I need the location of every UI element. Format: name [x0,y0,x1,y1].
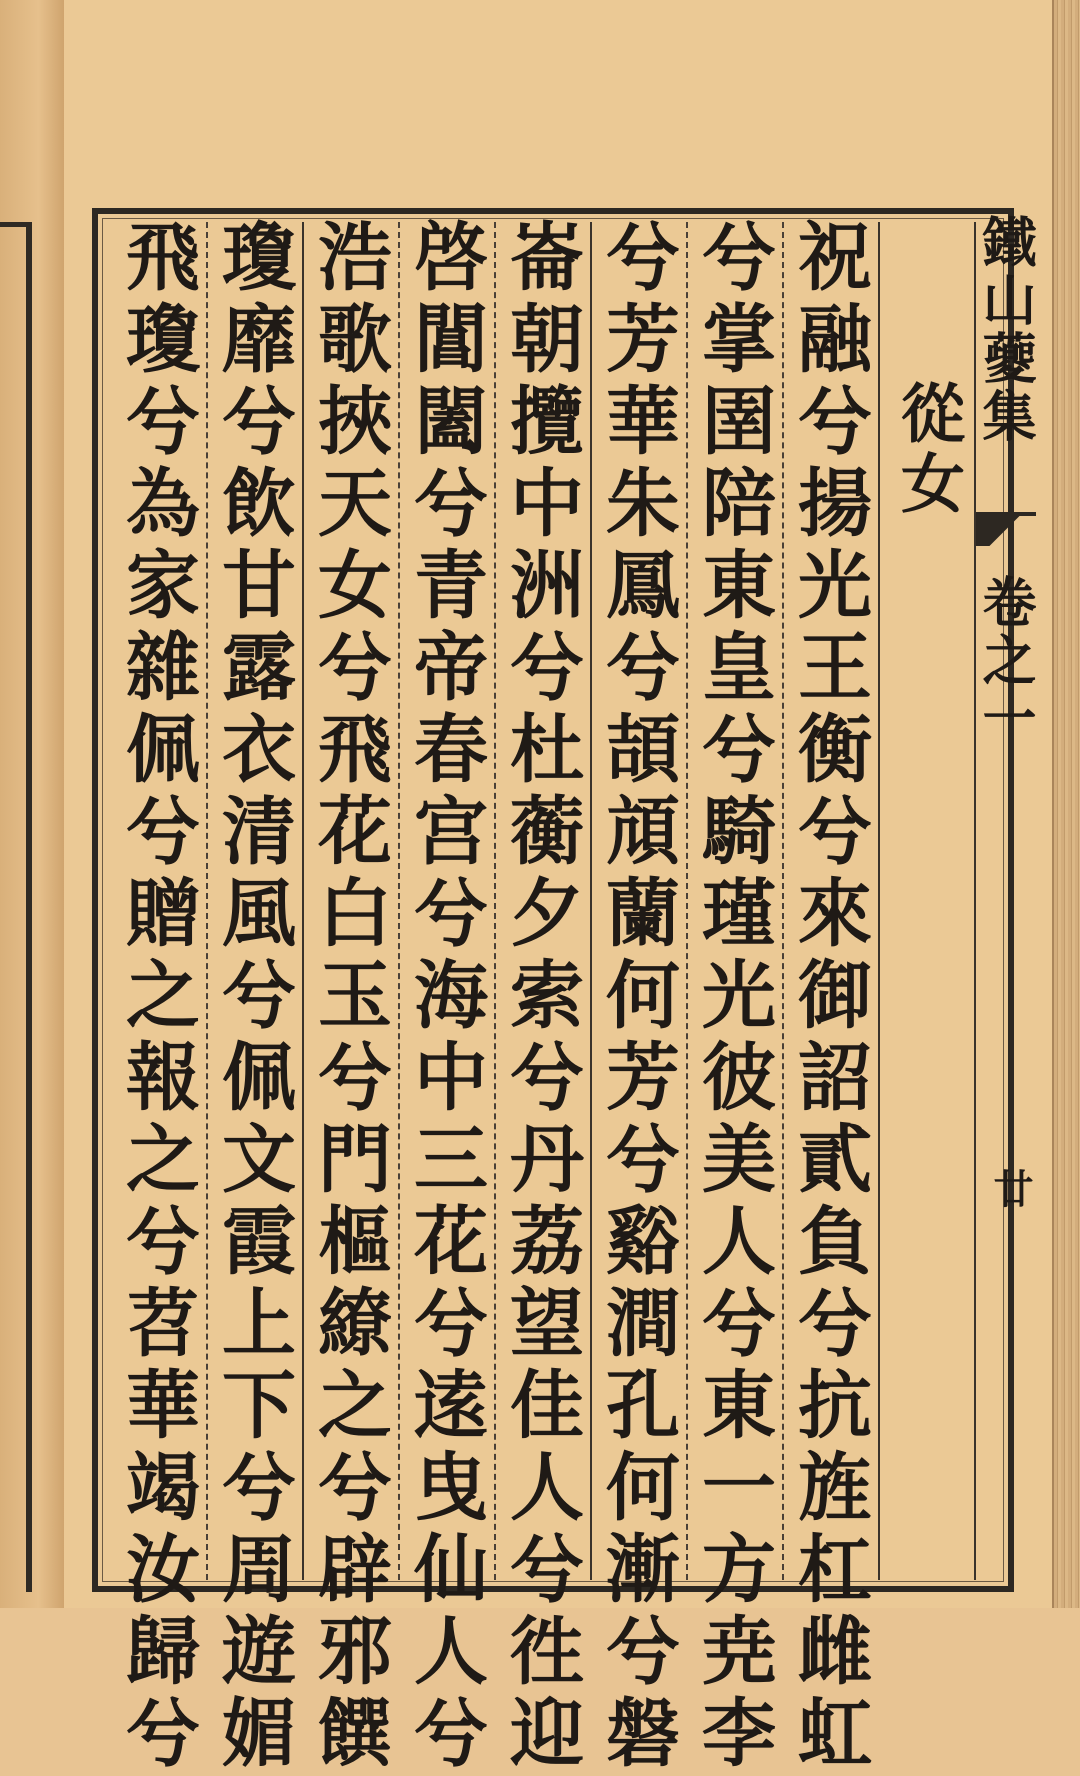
poem-title: 從女 [890,380,965,520]
text-column-5: 啓閶闔兮青帝春宫兮海中三花兮逺曳仙人兮 [402,218,488,1776]
left-page-frame [4,222,32,1592]
text-column-3: 兮芳華朱鳳兮頡頏蘭何芳兮谿澗孔何漸兮磐 [594,218,680,1776]
page-stack-edge [1052,0,1080,1608]
book-page [64,0,1054,1776]
left-page-edge [0,0,66,1608]
folio-number: 廿 [987,1168,1034,1216]
book-title: 鐵山䕫集 [974,214,1038,446]
text-column-6: 浩歌挾天女兮飛花白玉兮門樞繚之兮辟邪饌 [306,218,392,1776]
text-column-7: 瓊靡兮飲甘露衣清風兮佩文霞上下兮周遊媚 [210,218,296,1776]
volume-label: 卷之一 [974,574,1038,748]
text-column-8: 飛瓊兮為家雜佩兮贈之報之兮苕華竭汝歸兮 [114,218,200,1776]
text-column-1: 祝融兮揚光王衡兮來御詔貳負兮抗旌杠雌虹 [786,218,872,1776]
text-column-4: 崙朝攬中洲兮杜蘅夕索兮丹荔望佳人兮徃迎 [498,218,584,1776]
text-column-2: 兮掌圉陪東皇兮騎瑾光彼美人兮東一方尭李 [690,218,776,1776]
center-margin-column [974,214,1038,1584]
fish-tail-mark [976,512,1036,546]
